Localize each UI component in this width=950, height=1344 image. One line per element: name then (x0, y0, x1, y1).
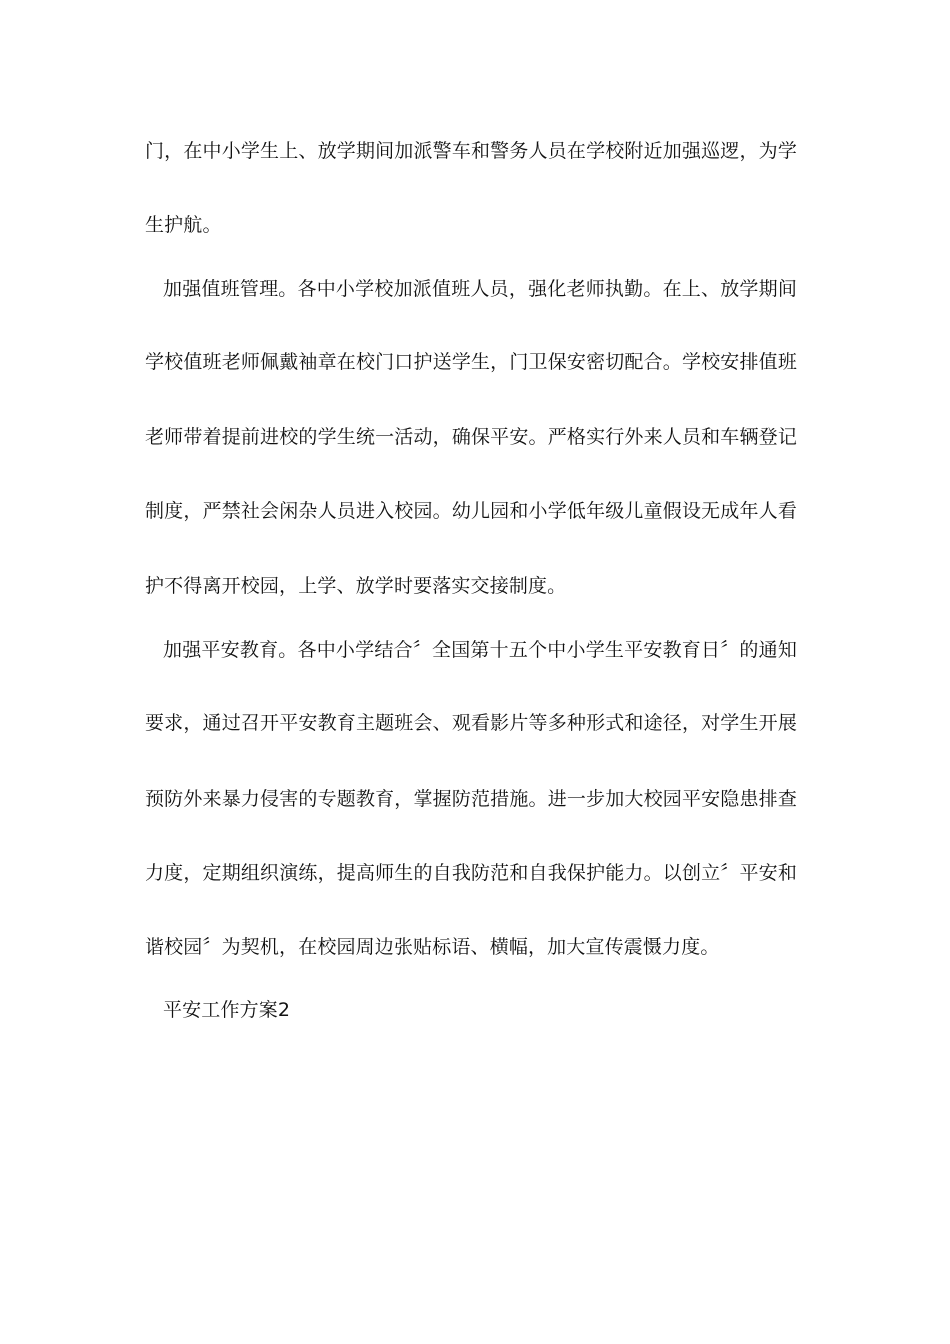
text-line-12: 谐校园〞为契机，在校园周边张贴标语、横幅，加大宣传震慑力度。 (145, 936, 720, 958)
text-line-6: 制度，严禁社会闲杂人员进入校园。幼儿园和小学低年级儿童假设无成年人看 (145, 500, 797, 522)
text-line-7: 护不得离开校园，上学、放学时要落实交接制度。 (145, 575, 567, 597)
text-line-11: 力度，定期组织演练，提高师生的自我防范和自我保护能力。以创立〞平安和 (145, 862, 797, 884)
text-line-10: 预防外来暴力侵害的专题教育，掌握防范措施。进一步加大校园平安隐患排查 (145, 788, 797, 810)
text-line-3: 加强值班管理。各中小学校加派值班人员，强化老师执勤。在上、放学期间 (163, 278, 797, 300)
text-line-2: 生护航。 (145, 214, 222, 236)
text-line-8: 加强平安教育。各中小学结合〞全国第十五个中小学生平安教育日〞的通知 (163, 639, 797, 661)
text-line-4: 学校值班老师佩戴袖章在校门口护送学生，门卫保安密切配合。学校安排值班 (145, 351, 797, 373)
text-line-9: 要求，通过召开平安教育主题班会、观看影片等多种形式和途径，对学生开展 (145, 712, 797, 734)
section-heading: 平安工作方案2 (163, 999, 291, 1021)
text-line-1: 门，在中小学生上、放学期间加派警车和警务人员在学校附近加强巡逻，为学 (145, 140, 797, 162)
text-line-5: 老师带着提前进校的学生统一活动，确保平安。严格实行外来人员和车辆登记 (145, 426, 797, 448)
